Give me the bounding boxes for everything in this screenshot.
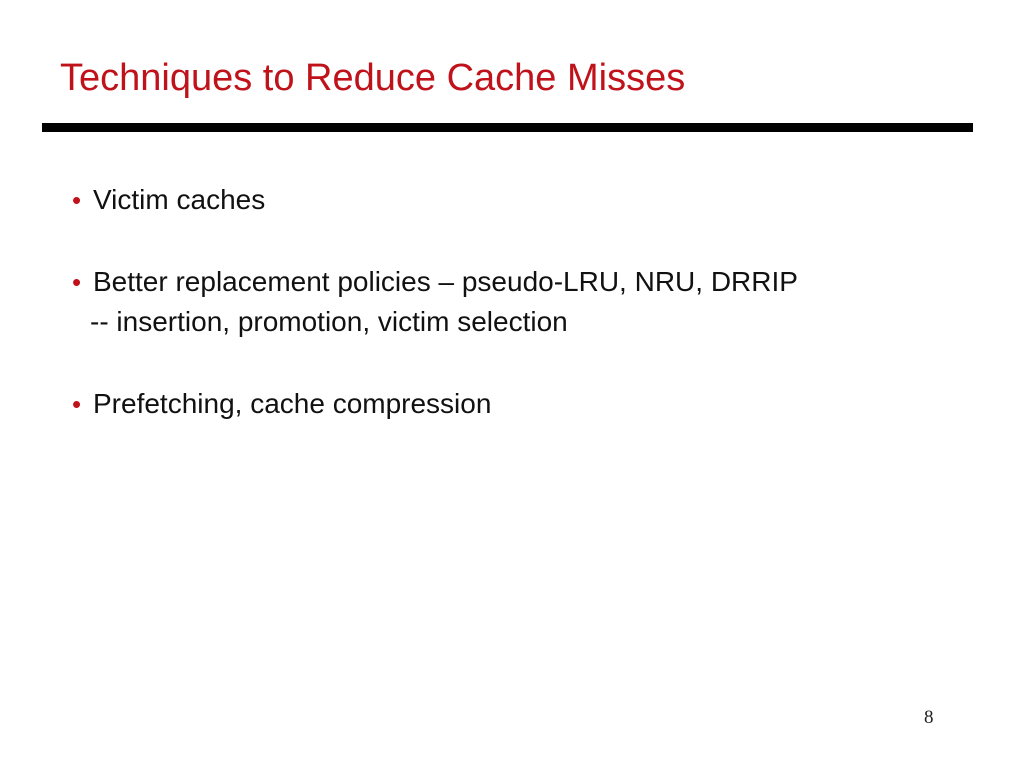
bullet-spacer <box>72 342 972 384</box>
bullet-text: Victim caches <box>93 184 266 215</box>
bullet-icon: • <box>72 389 82 419</box>
bullet-list <box>72 180 972 424</box>
bullet-icon: • <box>72 185 82 215</box>
bullet-item-replacement-policies <box>72 262 972 302</box>
bullet-spacer <box>72 220 972 262</box>
slide-title: Techniques to Reduce Cache Misses <box>60 57 686 99</box>
page-number: 8 <box>924 707 934 728</box>
bullet-subtext: -- insertion, promotion, victim selection <box>90 306 568 337</box>
bullet-text: Prefetching, cache compression <box>93 388 492 419</box>
bullet-text: Better replacement policies – pseudo-LRU, NRU, DRRIP <box>93 266 798 297</box>
bullet-item-prefetching <box>72 384 972 424</box>
bullet-item-victim-caches <box>72 180 972 220</box>
bullet-icon: • <box>72 267 82 297</box>
title-divider <box>42 123 973 132</box>
